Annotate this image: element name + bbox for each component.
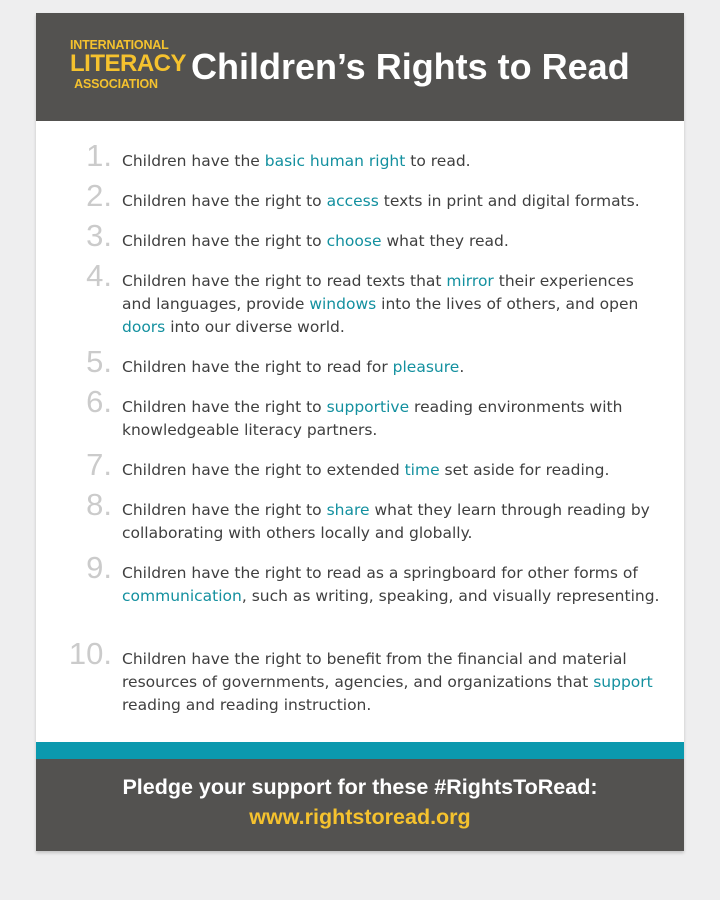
ila-logo <box>70 38 186 98</box>
right-text <box>122 150 667 173</box>
right-number: 7. <box>86 447 112 482</box>
logo-line-literacy: LITERACY <box>70 50 186 77</box>
footer <box>36 759 684 851</box>
right-text <box>122 396 667 442</box>
right-text-segment: Children have the right to <box>122 398 327 416</box>
right-keyword: windows <box>309 295 377 313</box>
right-number: 3. <box>86 218 112 253</box>
rights-poster <box>36 13 684 851</box>
right-text-segment: Children have the <box>122 152 265 170</box>
right-number: 9. <box>86 550 112 585</box>
right-number: 2. <box>86 178 112 213</box>
header <box>36 13 684 121</box>
right-text-segment: into our diverse world. <box>165 318 345 336</box>
right-text <box>122 230 667 253</box>
right-number: 5. <box>86 344 112 379</box>
right-text-segment: Children have the right to benefit from the financial and material resources of governments, agencies, and organizations that <box>122 650 627 691</box>
right-text-segment: their experiences and languages, provide <box>122 272 634 313</box>
logo-line-international: INTERNATIONAL <box>70 38 169 52</box>
right-keyword: basic human right <box>264 152 406 170</box>
right-text-segment: reading environments with knowledgeable literacy partners. <box>122 398 623 439</box>
right-text-segment: into the lives of others, and open <box>376 295 639 313</box>
right-keyword: time <box>404 461 440 479</box>
right-text <box>122 648 667 717</box>
right-number: 10. <box>68 636 112 671</box>
right-text-segment: Children have the right to <box>122 501 327 519</box>
right-text-segment: texts in print and digital formats. <box>378 192 640 210</box>
right-text <box>122 499 667 545</box>
right-text <box>122 459 667 482</box>
right-keyword: communication <box>122 587 242 605</box>
right-keyword: supportive <box>326 398 410 416</box>
right-text <box>122 356 667 379</box>
right-text-segment: Children have the right to read for <box>122 358 393 376</box>
right-keyword: doors <box>122 318 166 336</box>
right-number: 4. <box>86 258 112 293</box>
right-text-segment: reading and reading instruction. <box>122 696 372 714</box>
right-text <box>122 270 667 339</box>
right-keyword: share <box>326 501 370 519</box>
right-keyword: access <box>326 192 379 210</box>
right-text-segment: to read. <box>405 152 471 170</box>
right-number: 6. <box>86 384 112 419</box>
accent-divider <box>36 742 684 759</box>
right-text-segment: Children have the right to <box>122 232 327 250</box>
right-number: 8. <box>86 487 112 522</box>
right-keyword: choose <box>326 232 382 250</box>
right-text-segment: . <box>459 358 465 376</box>
right-text-segment: Children have the right to read texts that <box>122 272 447 290</box>
right-text-segment: what they learn through reading by collaborating with others locally and globally. <box>122 501 650 542</box>
right-text-segment: Children have the right to <box>122 192 327 210</box>
pledge-text: Pledge your support for these #RightsToRead: <box>122 775 598 799</box>
right-keyword: mirror <box>446 272 494 290</box>
right-text <box>122 190 667 213</box>
logo-line-association: ASSOCIATION <box>74 77 158 91</box>
website-link[interactable]: www.rightstoread.org <box>249 805 471 829</box>
right-number: 1. <box>86 138 112 173</box>
right-text-segment: what they read. <box>381 232 509 250</box>
right-keyword: pleasure <box>392 358 460 376</box>
right-text-segment: , such as writing, speaking, and visually representing. <box>241 587 660 605</box>
right-keyword: support <box>593 673 653 691</box>
right-text <box>122 562 667 608</box>
right-text-segment: set aside for reading. <box>439 461 610 479</box>
page-title: Children’s Rights to Read <box>191 46 630 87</box>
right-text-segment: Children have the right to read as a springboard for other forms of <box>122 564 638 582</box>
right-text-segment: Children have the right to extended <box>122 461 405 479</box>
